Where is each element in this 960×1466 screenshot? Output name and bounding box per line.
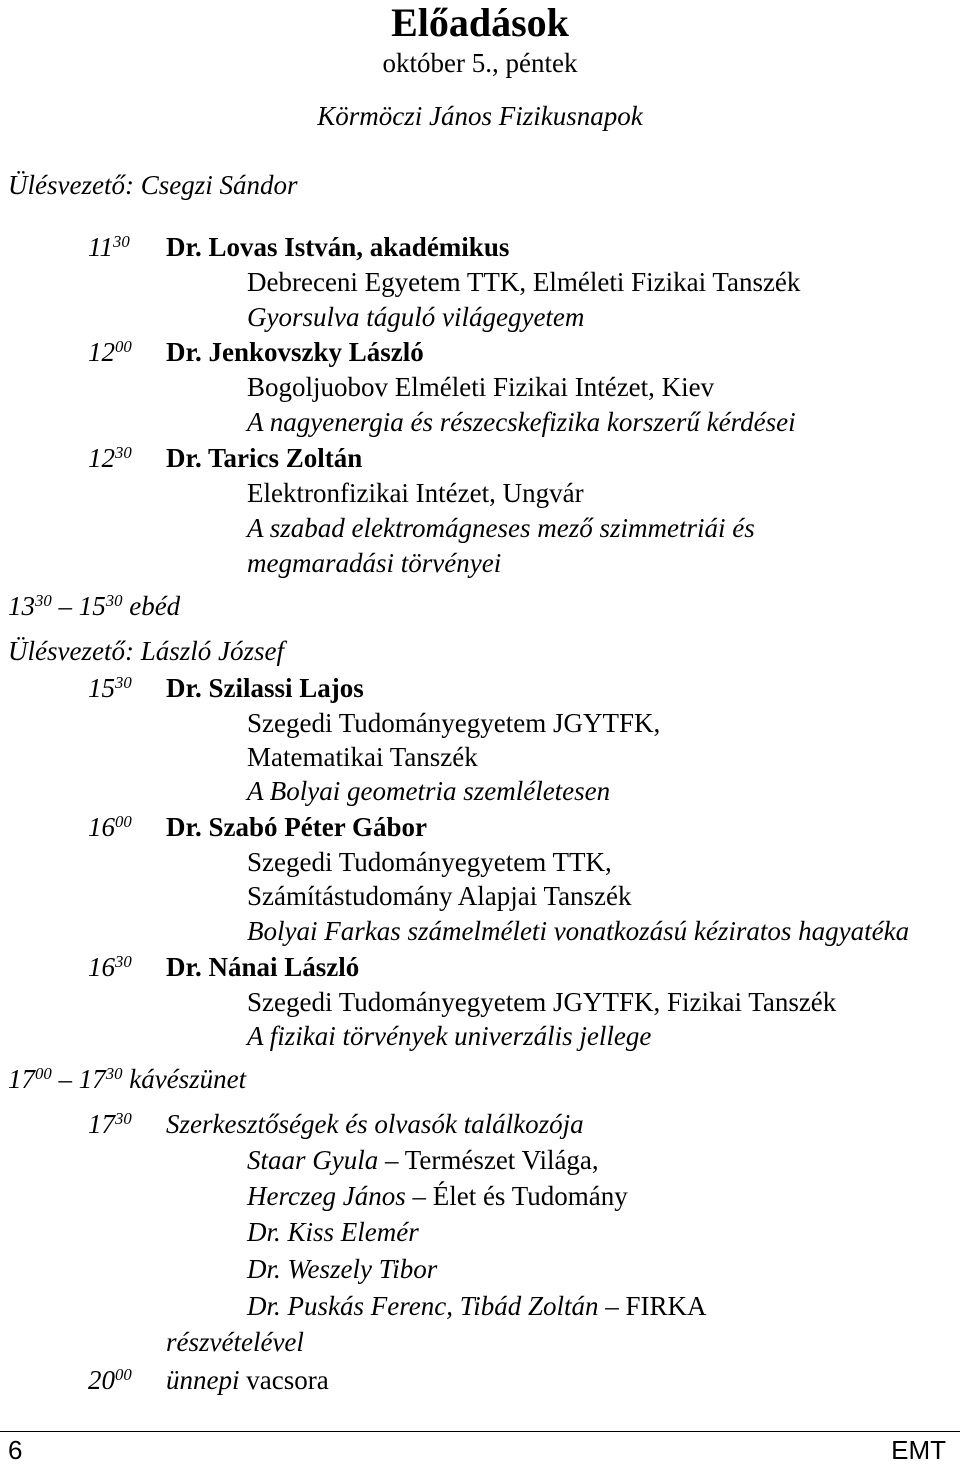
- page-number: 6: [8, 1435, 23, 1465]
- talk-affiliation: Szegedi Tudományegyetem JGYTFK,: [247, 708, 661, 738]
- journal-name: EMT: [891, 1435, 946, 1465]
- talk-speaker: Dr. Tarics Zoltán: [166, 443, 363, 473]
- talk-title-continued: megmaradási törvényei: [247, 548, 502, 578]
- event-name: Körmöczi János Fizikusnapok: [317, 101, 643, 131]
- talk-time: $16^{30}$: [88, 951, 132, 982]
- meeting-title: Szerkesztőségek és olvasók találkozója: [166, 1109, 584, 1139]
- meeting-participant: Dr. Weszely Tibor: [247, 1254, 438, 1284]
- talk-time: $15^{30}$: [88, 672, 132, 703]
- meeting-participant: Staar Gyula – Természet Világa,: [247, 1145, 599, 1175]
- talk-affiliation: Elektronfizikai Intézet, Ungvár: [247, 478, 584, 508]
- meeting-participant: Herczeg János – Élet és Tudomány: [247, 1181, 628, 1211]
- talk-speaker: Dr. Jenkovszky László: [166, 337, 424, 367]
- talk-time: $12^{00}$: [88, 336, 132, 367]
- talk-affiliation-continued: Matematikai Tanszék: [247, 742, 478, 772]
- event-date: október 5., péntek: [382, 48, 578, 78]
- talk-title: A Bolyai geometria szemléletesen: [247, 776, 611, 806]
- talk-affiliation: Debreceni Egyetem TTK, Elméleti Fizikai Tanszék: [247, 267, 801, 297]
- talk-time: $11^{30}$: [88, 231, 130, 262]
- footer-rule: [0, 1431, 960, 1432]
- coffee-break: $17^{00} - 17^{30}$ kávészünet: [8, 1063, 247, 1094]
- meeting-participant: Dr. Kiss Elemér: [247, 1217, 419, 1247]
- talk-speaker: Dr. Szilassi Lajos: [166, 673, 364, 703]
- talk-title: Gyorsulva táguló világegyetem: [247, 302, 585, 332]
- talk-affiliation: Szegedi Tudományegyetem JGYTFK, Fizikai Tanszék: [247, 987, 837, 1017]
- session-chair-2: Ülésvezető: László József: [8, 636, 284, 666]
- talk-affiliation: Szegedi Tudományegyetem TTK,: [247, 847, 612, 877]
- lunch-break: $13^{30} - 15^{30}$ ebéd: [8, 590, 181, 621]
- talk-title: Bolyai Farkas számelméleti vonatkozású kéziratos hagyatéka: [247, 916, 910, 946]
- talk-title: A fizikai törvények univerzális jellege: [247, 1021, 652, 1051]
- dinner-label: ünnepi vacsora: [166, 1365, 329, 1395]
- talk-time: $16^{00}$: [88, 811, 132, 842]
- talk-time: $12^{30}$: [88, 442, 132, 473]
- talk-title: A nagyenergia és részecskefizika korszerű kérdései: [247, 407, 796, 437]
- page-title: Előadások: [391, 0, 569, 45]
- talk-speaker: Dr. Szabó Péter Gábor: [166, 812, 427, 842]
- talk-speaker: Dr. Lovas István, akadémikus: [166, 232, 510, 262]
- talk-affiliation-continued: Számítástudomány Alapjai Tanszék: [247, 881, 632, 911]
- meeting-participant: Dr. Puskás Ferenc, Tibád Zoltán – FIRKA: [247, 1291, 707, 1321]
- dinner-time: $20^{00}$: [88, 1364, 132, 1395]
- session-chair-1: Ülésvezető: Csegzi Sándor: [8, 170, 298, 200]
- talk-title: A szabad elektromágneses mező szimmetriái és: [247, 513, 755, 543]
- meeting-time: $17^{30}$: [88, 1108, 132, 1139]
- talk-affiliation: Bogoljuobov Elméleti Fizikai Intézet, Kiev: [247, 372, 715, 402]
- meeting-participation: részvételével: [166, 1327, 304, 1357]
- talk-speaker: Dr. Nánai László: [166, 952, 360, 982]
